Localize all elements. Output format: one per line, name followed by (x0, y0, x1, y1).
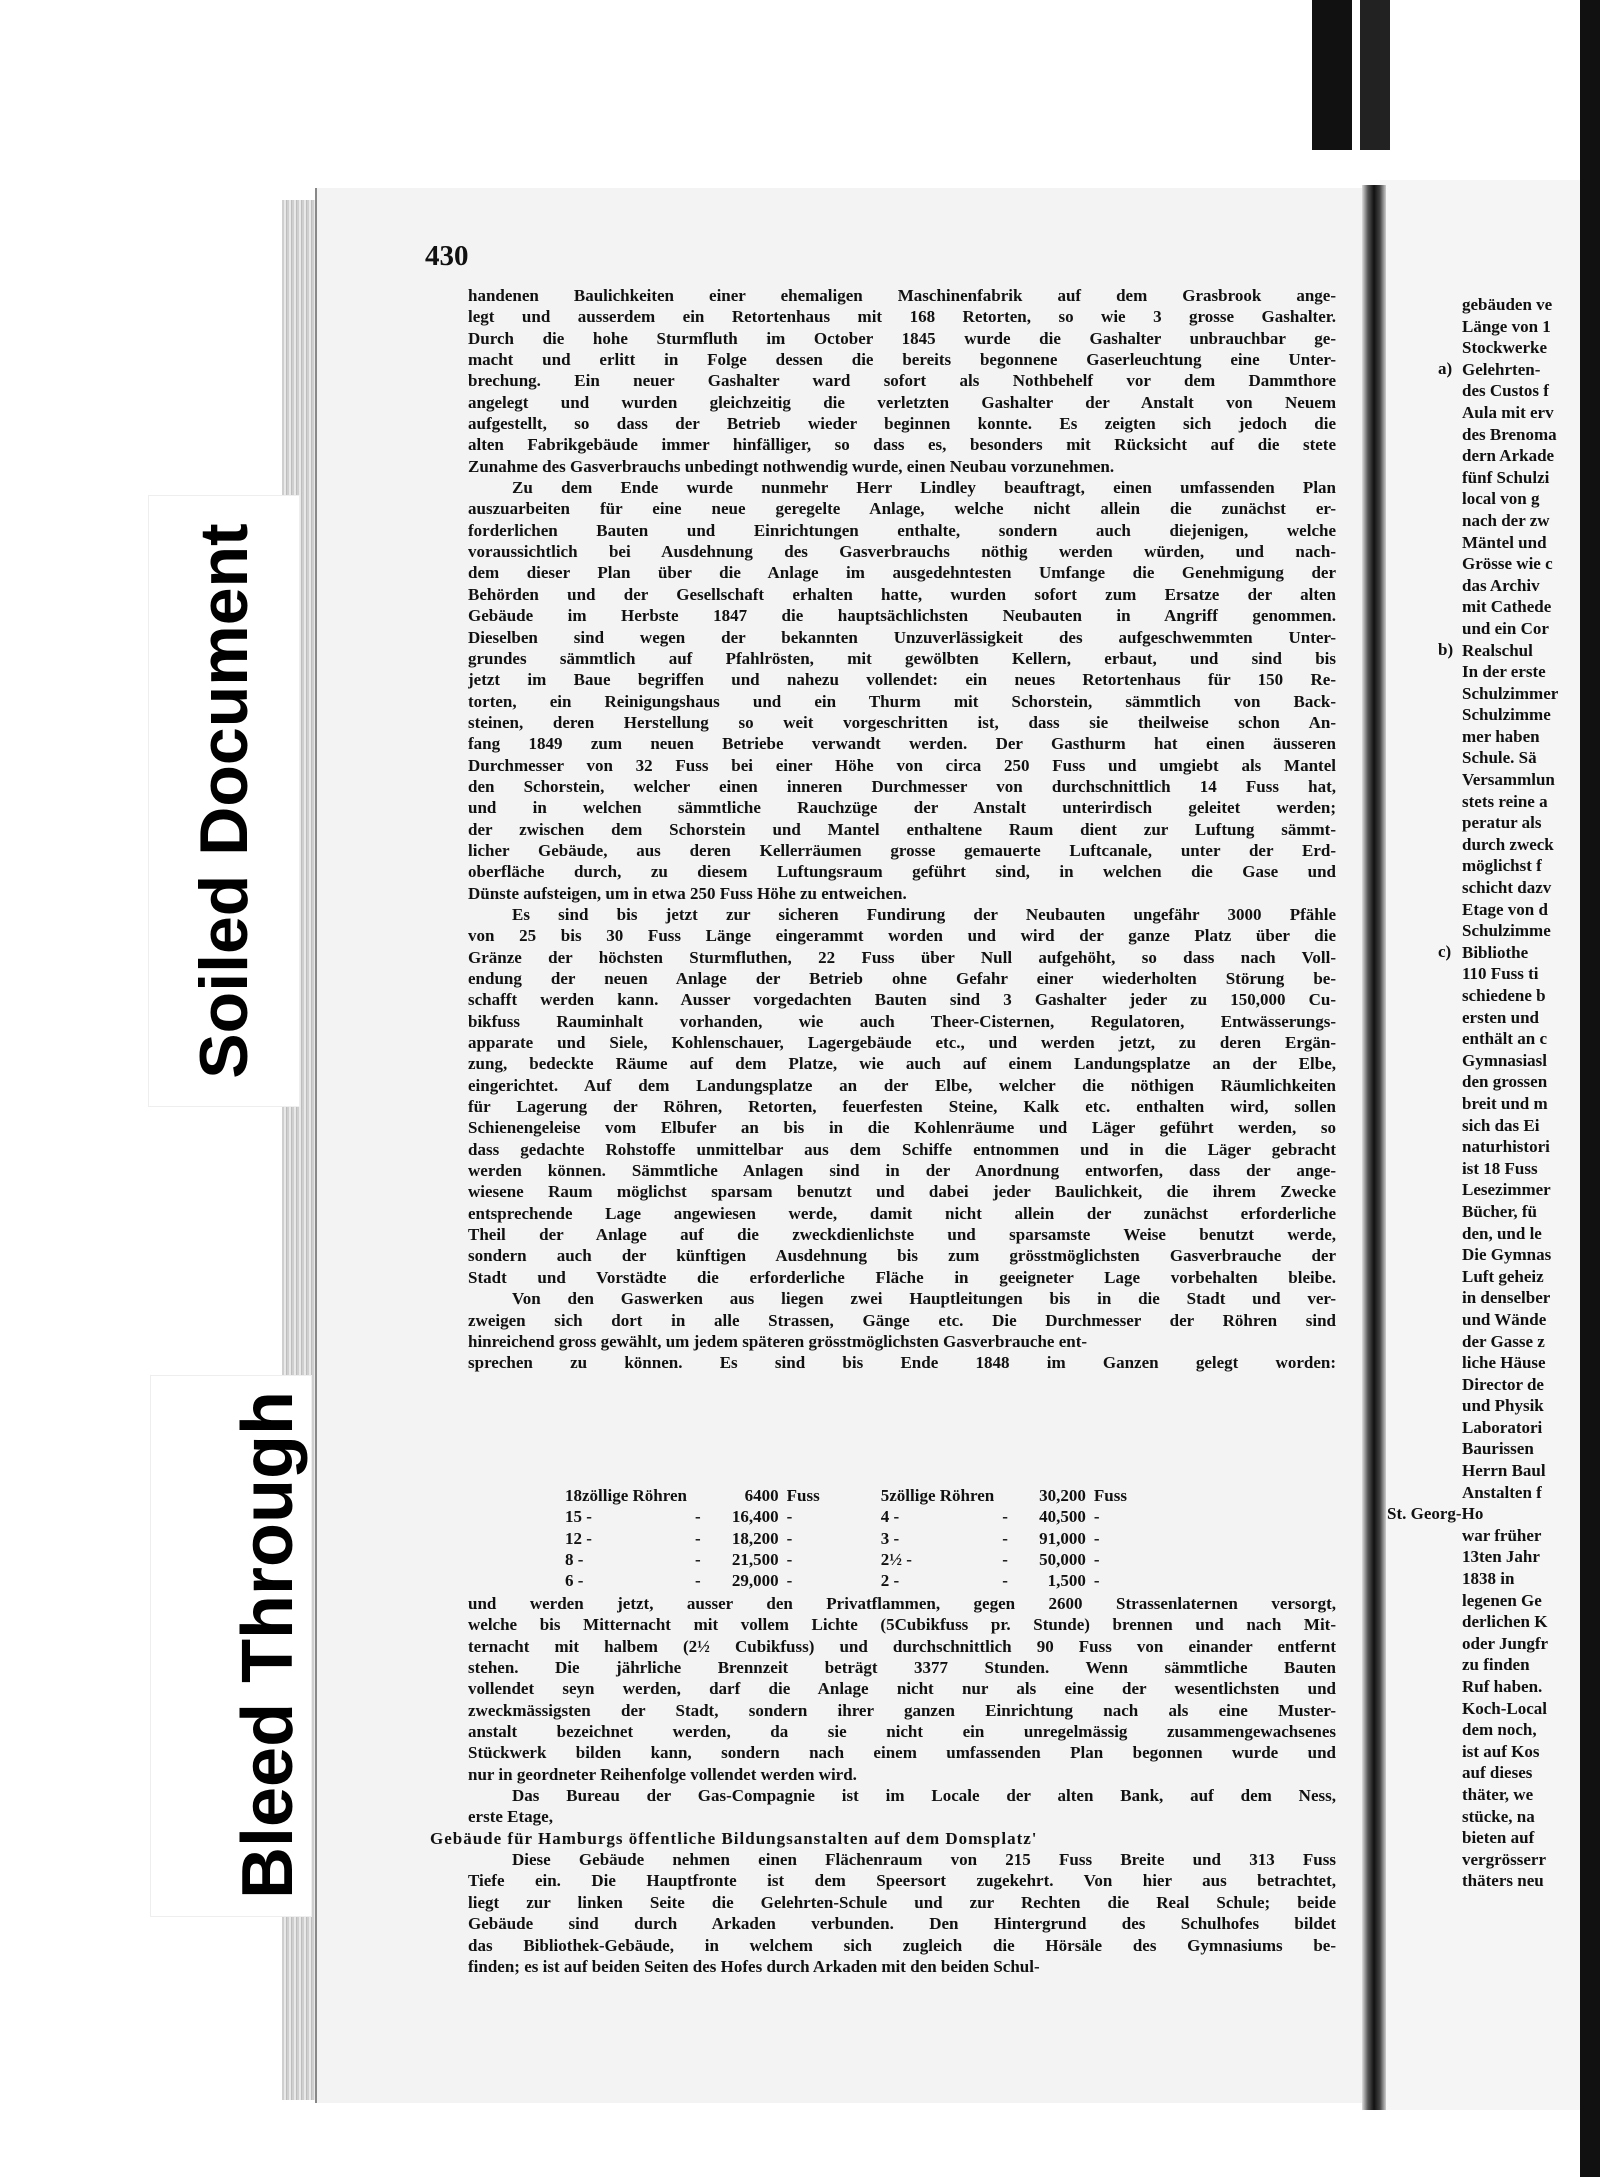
pipe-cell: - (1093, 1550, 1100, 1570)
text-line: torten, ein Reinigungshaus und ein Thurm mit Schorstein, sämmtlich von Back- (468, 691, 1336, 711)
right-column-line: des Custos f (1462, 381, 1549, 401)
text-line: Diese Gebäude nehmen einen Flächenraum von 215 Fuss Breite und 313 Fuss (512, 1850, 1336, 1870)
text-line: Gebäude im Herbste 1847 die hauptsächlichsten Neubauten in Angriff genommen. (468, 606, 1336, 626)
pipe-cell: 2 - (880, 1571, 900, 1591)
pipe-cell: Fuss (786, 1486, 820, 1505)
text-line: Das Bureau der Gas-Compagnie ist im Locale der alten Bank, auf dem Ness, (512, 1786, 1336, 1806)
pipe-cell (828, 1570, 881, 1591)
pipe-cell: - (1093, 1571, 1100, 1591)
right-column-line: derlichen K (1462, 1612, 1548, 1632)
text-line: licher Gebäude, aus deren Kellerräumen grosse gemauerte Luftcanale, unter der Erd- (468, 840, 1336, 860)
right-column-line: 1838 in (1462, 1569, 1515, 1589)
text-line: liegt zur linken Seite die Gelehrten-Schule und zur Rechten die Real Schule; beide (468, 1892, 1336, 1912)
pipe-cell: 40,500 (1039, 1507, 1086, 1527)
text-line: ternacht mit halbem (2½ Cubikfuss) und durchschnittlich 90 Fuss von einander entfernt (468, 1636, 1336, 1656)
pipe-cell (1002, 1485, 1016, 1506)
right-column-line: mer haben (1462, 726, 1540, 746)
text-line: angelegt und wurden gleichzeitig die verletzten Gashalter der Anstalt von Neuem (468, 392, 1336, 412)
right-column-line: zu finden (1462, 1655, 1530, 1675)
right-column-line: Die Gymnas (1462, 1245, 1552, 1265)
right-column-line: dern Arkade (1462, 446, 1555, 466)
right-column-line: breit und m (1462, 1093, 1548, 1113)
section-heading: Gebäude für Hamburgs öffentliche Bildungsanstalten auf dem Domsplatz' (430, 1828, 1038, 1848)
list-marker: c) (1438, 942, 1452, 961)
pipe-cell: 6400 (744, 1486, 779, 1505)
right-column-line: Versammlun (1462, 770, 1555, 790)
right-column-line: Director de (1462, 1374, 1544, 1394)
text-line: alten Fabrikgebäude immer hinfälliger, so dass es, besonders mit Rücksicht auf die stete (468, 435, 1336, 455)
pipe-cell: - (694, 1550, 701, 1570)
pipe-cell: - (786, 1550, 793, 1570)
text-line: und in welchen sämmtliche Rauchzüge der Anstalt unterirdisch geleitet werden; (468, 798, 1336, 818)
right-column-line: 13ten Jahr (1462, 1547, 1540, 1567)
right-column-line: und Physik (1462, 1396, 1544, 1416)
text-line: auszuarbeiten für eine neue geregelte Anlage, welche nicht allein die zunächst er- (468, 499, 1336, 519)
right-column-line: schicht dazv (1462, 878, 1552, 898)
right-column-line: der Gasse z (1462, 1331, 1545, 1351)
right-column-line: stücke, na (1462, 1806, 1535, 1826)
right-column-line: In der erste (1462, 662, 1546, 682)
right-column-line: Luft geheiz (1462, 1266, 1544, 1286)
right-column-line: Grösse wie c (1462, 554, 1553, 574)
text-line: entsprechende Lage angewiesen werde, damit nicht allein der zunächst erforderliche (468, 1203, 1336, 1223)
text-line: erste Etage, (468, 1807, 553, 1827)
text-line: jetzt im Baue begriffen und nahezu vollendet: ein neues Retortenhaus für 150 Re- (468, 670, 1336, 690)
right-column-line: dem noch, (1462, 1720, 1537, 1740)
right-column-line: Etage von d (1462, 899, 1548, 919)
pipe-cell: 29,000 (731, 1571, 779, 1591)
right-page-column (1387, 294, 1600, 1892)
right-column-line: war früher (1462, 1525, 1542, 1545)
text-line: anstalt bezeichnet werden, da sie nicht ein unregelmässig zusammengewachsenes (468, 1722, 1336, 1742)
text-line: Dünste aufsteigen, um in etwa 250 Fuss Höhe zu entweichen. (468, 883, 907, 903)
text-line: der zwischen dem Schorstein und Mantel enthaltene Raum dient zur Luftung sämmt- (468, 819, 1336, 839)
text-line: Zunahme des Gasverbrauchs unbedingt nothwendig wurde, einen Neubau vorzunehmen. (468, 456, 1115, 476)
text-line: zweigen sich dort in alle Strassen, Gänge etc. Die Durchmesser der Röhren sind (468, 1310, 1336, 1330)
text-line: Dieselben sind wegen der bekannten Unzuverlässigkeit des aufgeschwemmten Unter- (468, 627, 1336, 647)
right-column-line: Realschul (1462, 640, 1533, 660)
pipe-cell: - (1002, 1507, 1008, 1527)
pipe-cell: 15 - (565, 1507, 592, 1527)
top-dark-bar-2 (1360, 0, 1390, 150)
text-line: vollendet seyn werden, darf die Anlage nicht nur als eine der wesentlichsten und (468, 1679, 1336, 1699)
right-column-line: vergrösserr (1462, 1849, 1547, 1869)
text-line: apparate und Siele, Kohlenschauer, Lagergebäude etc., und werden jetzt, zu deren Ergän- (468, 1033, 1336, 1053)
right-column-line: den grossen (1462, 1072, 1548, 1092)
text-line: fang 1849 zum neuen Betriebe verwandt werden. Der Gasthurm hat einen äusseren (468, 734, 1336, 754)
pipe-cell: - (1002, 1571, 1008, 1591)
text-line: stehen. Die jährliche Brennzeit beträgt 3377 Stunden. Wenn sämmtliche Bauten (468, 1658, 1336, 1678)
right-column-line: ist auf Kos (1462, 1741, 1540, 1761)
right-column-line: Mäntel und (1462, 532, 1547, 552)
right-column-line: Koch-Local (1462, 1698, 1547, 1718)
right-column-line: den, und le (1462, 1223, 1542, 1243)
pipe-cell: 21,500 (731, 1550, 779, 1570)
right-column-line: in denselber (1462, 1288, 1551, 1308)
text-line: Stadt und Vorstädte die erforderliche Fläche in geeigneter Lage vorbehalten bleibe. (468, 1267, 1336, 1287)
pipe-cell: 6 - (565, 1571, 584, 1591)
page-body (468, 285, 1336, 1374)
right-column-line: peratur als (1462, 813, 1542, 833)
text-line: welche bis Mitternacht mit vollem Lichte (5Cubikfuss pr. Stunde) brennen und nach Mit- (468, 1615, 1336, 1635)
pipe-cell: 50,000 (1039, 1550, 1086, 1570)
pipe-cell: 30,200 (1039, 1486, 1086, 1505)
bleed-through-label: Bleed Through (228, 1391, 308, 1899)
pipe-cell: - (694, 1571, 701, 1591)
text-line: werden können. Sämmtliche Anlagen sind in der Anordnung entworfen, dass der ange- (468, 1161, 1336, 1181)
text-line: zweckmässigsten der Stadt, sondern ihrer ganzen Einrichtung nach als eine Muster- (468, 1700, 1336, 1720)
right-column-line: Bibliothe (1462, 942, 1529, 962)
text-line: Schienengeleise vom Elbufer an bis in die Kohlenräume und Läger geführt werden, so (468, 1118, 1336, 1138)
pipe-cell: 2½ - (880, 1550, 912, 1570)
pipe-cell: - (1002, 1550, 1008, 1570)
right-column-line: local von g (1462, 489, 1540, 509)
page-body-continued (430, 1593, 1336, 1977)
right-column-line: oder Jungfr (1462, 1633, 1549, 1653)
right-column-line: stets reine a (1462, 791, 1548, 811)
pipe-cell: 91,000 (1039, 1528, 1086, 1548)
right-column-line: Schule. Sä (1462, 748, 1537, 768)
pipe-cell (828, 1485, 881, 1506)
right-column-line: Herrn Baul (1462, 1461, 1546, 1481)
right-column-line: gebäuden ve (1462, 295, 1553, 314)
right-column-line: Baurissen (1462, 1439, 1534, 1459)
pipe-cell: 1,500 (1047, 1571, 1086, 1591)
right-column-line: Ruf haben. (1462, 1677, 1543, 1696)
pipe-cell: 4 - (880, 1507, 900, 1527)
right-column-line: liche Häuse (1462, 1353, 1546, 1373)
text-line: forderlichen Bauten und Einrichtungen enthalte, sondern auch diejenigen, welche (468, 520, 1336, 540)
pipe-cell: 8 - (565, 1550, 584, 1570)
right-column-line: Gymnasiasl (1462, 1050, 1548, 1070)
pipe-cell: - (694, 1528, 701, 1548)
pipe-cell: 16,400 (731, 1507, 779, 1527)
pipe-cell: 18zöllige Röhren (565, 1486, 687, 1505)
right-column-line: auf dieses (1462, 1763, 1533, 1783)
pipe-row (565, 1506, 1135, 1527)
text-line: eingerichtet. Auf dem Landungsplatze an der Elbe, welcher die nöthigen Räumlichkeiten (468, 1075, 1336, 1095)
right-column-line: St. Georg-Ho (1387, 1504, 1484, 1524)
pipe-cell (828, 1549, 881, 1570)
text-line: sondern auch der künftigen Ausdehnung bis zum grösstmöglichsten Gasverbrauche der (468, 1246, 1336, 1266)
right-column-line: Bücher, fü (1462, 1201, 1537, 1221)
right-column-line: legenen Ge (1462, 1590, 1542, 1610)
pipe-row (565, 1549, 1135, 1570)
right-column-line: enthält an c (1462, 1029, 1547, 1049)
pipe-cell: - (786, 1571, 793, 1591)
text-line: sprechen zu können. Es sind bis Ende 1848 im Ganzen gelegt worden: (468, 1353, 1336, 1373)
text-line: endung der neuen Anlage der Betrieb ohne Gefahr einer wiederholten Störung be- (468, 969, 1336, 988)
right-column-line: mit Cathede (1462, 597, 1552, 617)
text-line: Theil der Anlage auf die zweckdienlichste und sparsamste Weise benutzt werde, (468, 1225, 1336, 1245)
right-column-line: Gelehrten- (1462, 359, 1541, 379)
right-column-line: Schulzimme (1462, 921, 1551, 941)
pipe-cell: Fuss (1093, 1486, 1127, 1505)
text-line: Von den Gaswerken aus liegen zwei Hauptleitungen bis in die Stadt und ver- (512, 1289, 1336, 1309)
pipe-cell (828, 1506, 881, 1527)
pipe-cell: - (1002, 1528, 1008, 1548)
right-column-line: Länge von 1 (1462, 316, 1551, 336)
text-line: voraussichtlich bei Ausdehnung des Gasverbrauchs nöthig werden würden, und nach- (468, 542, 1336, 562)
text-line: finden; es ist auf beiden Seiten des Hofes durch Arkaden mit den beiden Schul- (468, 1956, 1040, 1976)
text-line: wiesene Raum möglichst sparsam benutzt und dabei jeder Baulichkeit, die ihrem Zwecke (468, 1182, 1336, 1202)
pipe-cell: - (694, 1507, 701, 1527)
right-column-line: Aula mit erv (1462, 402, 1554, 422)
right-column-line: Stockwerke (1462, 338, 1547, 358)
text-line: Durchmesser von 32 Fuss bei einer Höhe von circa 250 Fuss und umgiebt als Mantel (468, 755, 1336, 775)
right-column-line: und ein Cor (1462, 618, 1549, 638)
pipe-cell: 12 - (565, 1528, 592, 1548)
text-line: legt und ausserdem ein Retortenhaus mit 168 Retorten, so wie 3 grosse Gashalter. (468, 307, 1336, 327)
pipe-cell: - (786, 1507, 793, 1527)
right-column-line: schiedene b (1462, 986, 1546, 1005)
text-line: Es sind bis jetzt zur sicheren Fundirung der Neubauten ungefähr 3000 Pfähle (512, 904, 1336, 924)
text-line: den Schorstein, welcher einen inneren Durchmesser von durchschnittlich 14 Fuss hat, (468, 776, 1336, 796)
text-line: nur in geordneter Reihenfolge vollendet werden wird. (468, 1764, 857, 1784)
text-line: Stückwerk bilden kann, sondern nach einem umfassenden Plan begonnen wurde und (468, 1743, 1336, 1763)
pipe-row (565, 1570, 1135, 1591)
text-line: von 25 bis 30 Fuss Länge eingerammt worden und wird der ganze Platz über die (468, 926, 1336, 946)
right-column-line: Schulzimmer (1462, 683, 1559, 703)
text-line: dem dieser Plan über die Anlage im ausgedehntesten Umfange die Genehmigung der (468, 563, 1336, 583)
right-column-line: 110 Fuss ti (1462, 964, 1539, 984)
right-column-line: thäters neu (1462, 1871, 1544, 1891)
pipe-cell: - (786, 1528, 793, 1548)
text-line: Gränze der höchsten Sturmfluthen, 22 Fuss über Null aufgehöht, so dass nach Voll- (468, 947, 1336, 967)
text-line: Tiefe ein. Die Hauptfronte ist dem Speersort zugekehrt. Von hier aus betrachtet, (468, 1871, 1336, 1891)
list-marker: b) (1438, 639, 1454, 659)
right-column-line: Schulzimme (1462, 705, 1551, 725)
right-column-line: ist 18 Fuss (1462, 1158, 1538, 1178)
text-line: das Bibliothek-Gebäude, in welchem sich zugleich die Hörsäle des Gymnasiums be- (468, 1935, 1336, 1955)
page-number: 430 (425, 240, 469, 272)
right-column-line: fünf Schulzi (1462, 467, 1550, 487)
text-line: brechung. Ein neuer Gashalter ward sofort als Nothbehelf vor dem Dammthore (468, 371, 1336, 391)
pipe-cell: - (1093, 1528, 1100, 1548)
right-column-line: bieten auf (1462, 1828, 1535, 1848)
text-line: hinreichend gross gewählt, um jedem späteren grösstmöglichsten Gasverbrauche ent- (468, 1331, 1088, 1351)
text-line: handenen Baulichkeiten einer ehemaligen Maschinenfabrik auf dem Grasbrook ange- (468, 286, 1336, 305)
text-line: grundes sämmtlich auf Pfahlrösten, mit gewölbten Kellern, erbaut, und sind bis (468, 648, 1336, 668)
right-column-line: und Wände (1462, 1309, 1547, 1329)
pipe-table (565, 1485, 1135, 1592)
text-line: macht und erlitt in Folge dessen die bereits begonnene Gaserleuchtung eine Unter- (468, 350, 1336, 370)
right-column-line: das Archiv (1462, 575, 1540, 595)
text-line: schafft werden kann. Ausser vorgedachten Bauten sind 3 Gashalter jeder zu 150,000 Cu- (468, 990, 1336, 1010)
text-line: Gebäude sind durch Arkaden verbunden. Den Hintergrund des Schulhofes bildet (468, 1914, 1336, 1934)
pipe-row (565, 1528, 1135, 1549)
text-line: steinen, deren Herstellung so weit vorgeschritten ist, dass sie theilweise schon An- (468, 712, 1336, 732)
right-column-line: durch zweck (1462, 834, 1554, 854)
right-column-line: nach der zw (1462, 510, 1550, 530)
right-column-line: des Brenoma (1462, 424, 1557, 444)
pipe-cell: 18,200 (731, 1528, 779, 1548)
text-line: dass gedachte Rohstoffe unmittelbar aus dem Schiffe entnommen und in die Läger gebracht (468, 1139, 1336, 1159)
soiled-document-label: Soiled Document (148, 495, 300, 1107)
text-line: bikfuss Rauminhalt vorhanden, wie auch Theer-Cisternen, Regulatoren, Entwässerungs- (468, 1011, 1336, 1031)
text-line: zung, bedeckte Räume auf dem Platze, wie auch auf einem Landungsplatze an der Elbe, (468, 1054, 1336, 1074)
right-column-line: Laboratori (1462, 1417, 1543, 1437)
text-line: und werden jetzt, ausser den Privatflammen, gegen 2600 Strassenlaternen versorgt, (468, 1594, 1336, 1613)
text-line: oberfläche durch, zu diesem Luftungsraum geführt sind, in welchen die Gase und (468, 862, 1336, 882)
pipe-cell (828, 1528, 881, 1549)
page-gutter (1362, 185, 1386, 2110)
pipe-cell (695, 1485, 709, 1506)
list-marker: a) (1438, 358, 1453, 378)
right-column-line: möglichst f (1462, 856, 1542, 876)
right-column-line: ersten und (1462, 1007, 1539, 1027)
text-line: aufgestellt, so dass der Betrieb wieder beginnen konnte. Es zeigten sich jedoch die (468, 414, 1336, 434)
right-column-line: sich das Ei (1462, 1115, 1540, 1135)
pipe-cell: - (1093, 1507, 1100, 1527)
top-dark-bar (1312, 0, 1352, 150)
text-line: Behörden und der Gesellschaft erhalten hatte, wurden sofort zum Ersatze der alten (468, 584, 1336, 604)
right-column-line: naturhistori (1462, 1137, 1550, 1157)
pipe-cell: 3 - (880, 1528, 900, 1548)
right-column-line: Anstalten f (1462, 1482, 1542, 1502)
pipe-row (565, 1485, 1135, 1506)
right-column-line: Lesezimmer (1462, 1180, 1551, 1200)
text-line: Zu dem Ende wurde nunmehr Herr Lindley beauftragt, einen umfassenden Plan (512, 478, 1336, 498)
text-line: Durch die hohe Sturmfluth im October 1845 wurde die Gashalter unbrauchbar ge- (468, 328, 1336, 348)
right-column-line: thäter, we (1462, 1784, 1534, 1804)
pipe-cell: 5zöllige Röhren (880, 1486, 995, 1505)
text-line: für Lagerung der Röhren, Retorten, feuerfesten Steine, Kalk etc. enthalten wird, sollen (468, 1097, 1336, 1117)
